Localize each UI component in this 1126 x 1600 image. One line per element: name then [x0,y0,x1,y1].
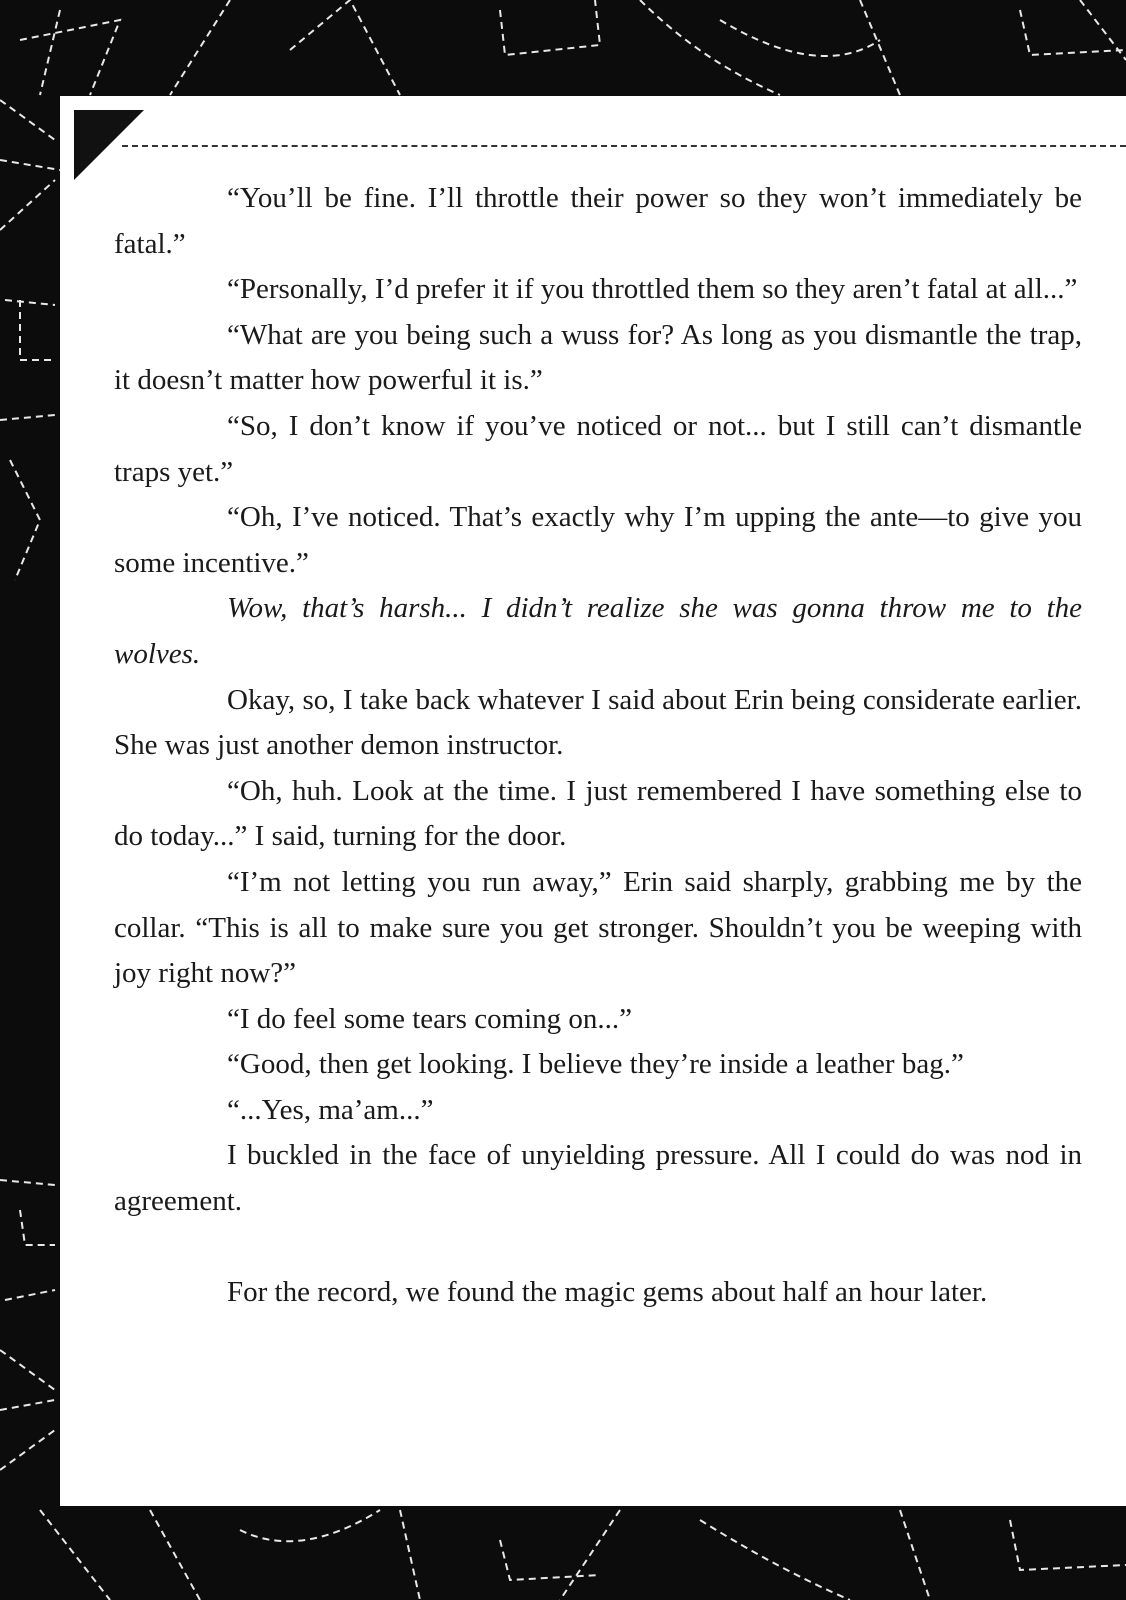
paragraph-14: For the record, we found the magic gems about half an hour later. [227,1276,988,1309]
page-panel [60,96,1126,1506]
paragraph-10: “I do feel some tears coming on...” [227,1002,633,1035]
paragraph-1: “You’ll be fine. I’ll throttle their power so they won’t immediately be fatal.” [114,182,1082,260]
paragraph-5: “Oh, I’ve noticed. That’s exactly why I’m upping the ante—to give you some incentive.” [114,501,1082,579]
paragraph-4: “So, I don’t know if you’ve noticed or not... but I still can’t dismantle traps yet.” [114,409,1082,488]
paragraph-9: “I’m not letting you run away,” Erin said sharply, grabbing me by the collar. “This is all to make sure you get stronger. Shouldn’t you be weeping with joy right now?” [114,865,1082,990]
paragraph-11: “Good, then get looking. I believe they’re inside a leather bag.” [227,1048,964,1081]
paragraph-8: “Oh, huh. Look at the time. I just remembered I have something else to do today...” I said, turning for the door. [114,774,1082,853]
dashed-rule [122,145,1126,147]
paragraph-6-italic: Wow, that’s harsh... I didn’t realize she was gonna throw me to the wolves. [114,592,1082,670]
body-text [114,176,1082,1316]
paragraph-2: “Personally, I’d prefer it if you throttled them so they aren’t fatal at all...” [227,273,1078,306]
paragraph-7: Okay, so, I take back whatever I said about Erin being considerate earlier. She was just another demon instructor. [114,683,1082,762]
paragraph-13: I buckled in the face of unyielding pressure. All I could do was nod in agreement. [114,1139,1082,1218]
paragraph-3: “What are you being such a wuss for? As long as you dismantle the trap, it doesn’t matter how powerful it is.” [114,318,1082,397]
paragraph-12: “...Yes, ma’am...” [227,1093,434,1126]
